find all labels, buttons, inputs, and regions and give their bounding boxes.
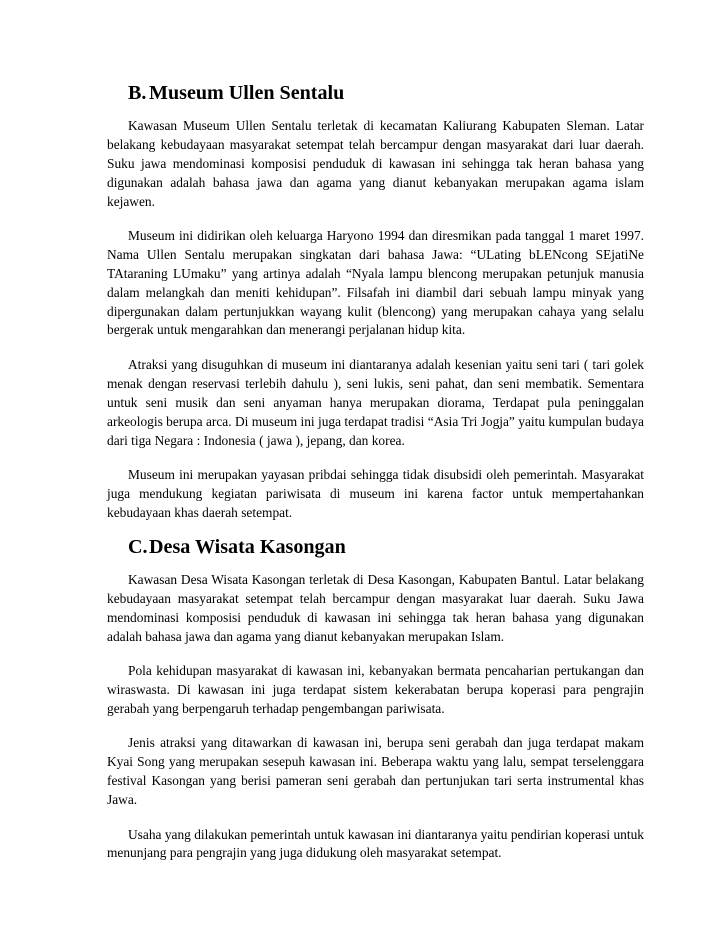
document-page <box>107 84 644 879</box>
section-heading <box>107 538 644 557</box>
section-heading <box>107 84 644 103</box>
paragraph: Atraksi yang disuguhkan di museum ini diantaranya adalah kesenian yaitu seni tari ( tari golek menak dengan reservasi terlebih dahulu ), seni lukis, seni pahat, dan seni membatik. Sementara untuk seni musik dan seni anyaman hanya merupakan diorama, Terdapat pula peninggalan arkeologis berupa arca. Di museum ini juga terdapat tradisi “Asia Tri Jogja” yaitu kumpulan budaya dari tiga Negara : Indonesia ( jawa ), jepang, dan korea. <box>107 356 644 448</box>
section-number: B. <box>128 82 147 104</box>
paragraph: Kawasan Museum Ullen Sentalu terletak di kecamatan Kaliurang Kabupaten Sleman. Latar belakang kebudayaan masyarakat setempat telah bercampur dengan masyarakat dari luar daerah. Suku jawa mendominasi komposisi penduduk di kawasan ini sehingga tak heran bahasa yang digunakan adalah bahasa jawa dan agama yang dianut kebanyakan merupakan agama islam kejawen. <box>107 117 644 209</box>
section-desa-wisata-kasongan <box>107 538 644 863</box>
paragraph: Museum ini merupakan yayasan pribdai sehingga tidak disubsidi oleh pemerintah. Masyarakat juga mendukung kegiatan pariwisata di museum ini karena factor untuk mempertahankan kebudayaan khas daerah setempat. <box>107 466 644 520</box>
section-number: C. <box>128 536 148 559</box>
section-title: Museum Ullen Sentalu <box>149 82 345 104</box>
paragraph: Jenis atraksi yang ditawarkan di kawasan ini, berupa seni gerabah dan juga terdapat makam Kyai Song yang merupakan sesepuh kawasan ini. Beberapa waktu yang lalu, sempat terselenggara festival Kasongan yang berisi pameran seni gerabah dan pertunjukan tari serta instrumental khas Jawa. <box>107 735 644 808</box>
paragraph: Pola kehidupan masyarakat di kawasan ini, kebanyakan bermata pencaharian pertukangan dan wiraswasta. Di kawasan ini juga terdapat sistem kekerabatan berupa koperasi para pengrajin gerabah yang berpengaruh terhadap pengembangan pariwisata. <box>107 663 644 716</box>
section-museum-ullen-sentalu <box>107 84 644 523</box>
paragraph: Usaha yang dilakukan pemerintah untuk kawasan ini diantaranya yaitu pendirian koperasi untuk menunjang para pengrajin yang juga didukung oleh masyarakat setempat. <box>107 826 644 861</box>
paragraph: Kawasan Desa Wisata Kasongan terletak di Desa Kasongan, Kabupaten Bantul. Latar belakang kebudayaan masyarakat setempat telah bercampur dengan masyarakat luar daerah. Suku Jawa mendominasi komposisi penduduk di kawasan ini sehingga tak heran bahasa yang digunakan adalah bahasa jawa dan agama yang dianut kebanyakan merupakan Islam. <box>107 572 644 644</box>
paragraph: Museum ini didirikan oleh keluarga Haryono 1994 dan diresmikan pada tanggal 1 maret 1997. Nama Ullen Sentalu merupakan singkatan dari bahasa Jawa: “ULating bLENcong SEjatiNe TAtaraning LUmaku” yang artinya adalah “Nyala lampu blencong merupakan petunjuk manusia dalam melangkah dan meniti kehidupan”. Filsafah ini diambil dari sebuah lampu minyak yang dipergunakan dalam pertunjukkan wayang kulit (blencong) yang merupakan cahaya yang selalu bergerak untuk mengarahkan dan menerangi perjalanan hidup kita. <box>107 227 644 338</box>
section-title: Desa Wisata Kasongan <box>149 536 346 559</box>
